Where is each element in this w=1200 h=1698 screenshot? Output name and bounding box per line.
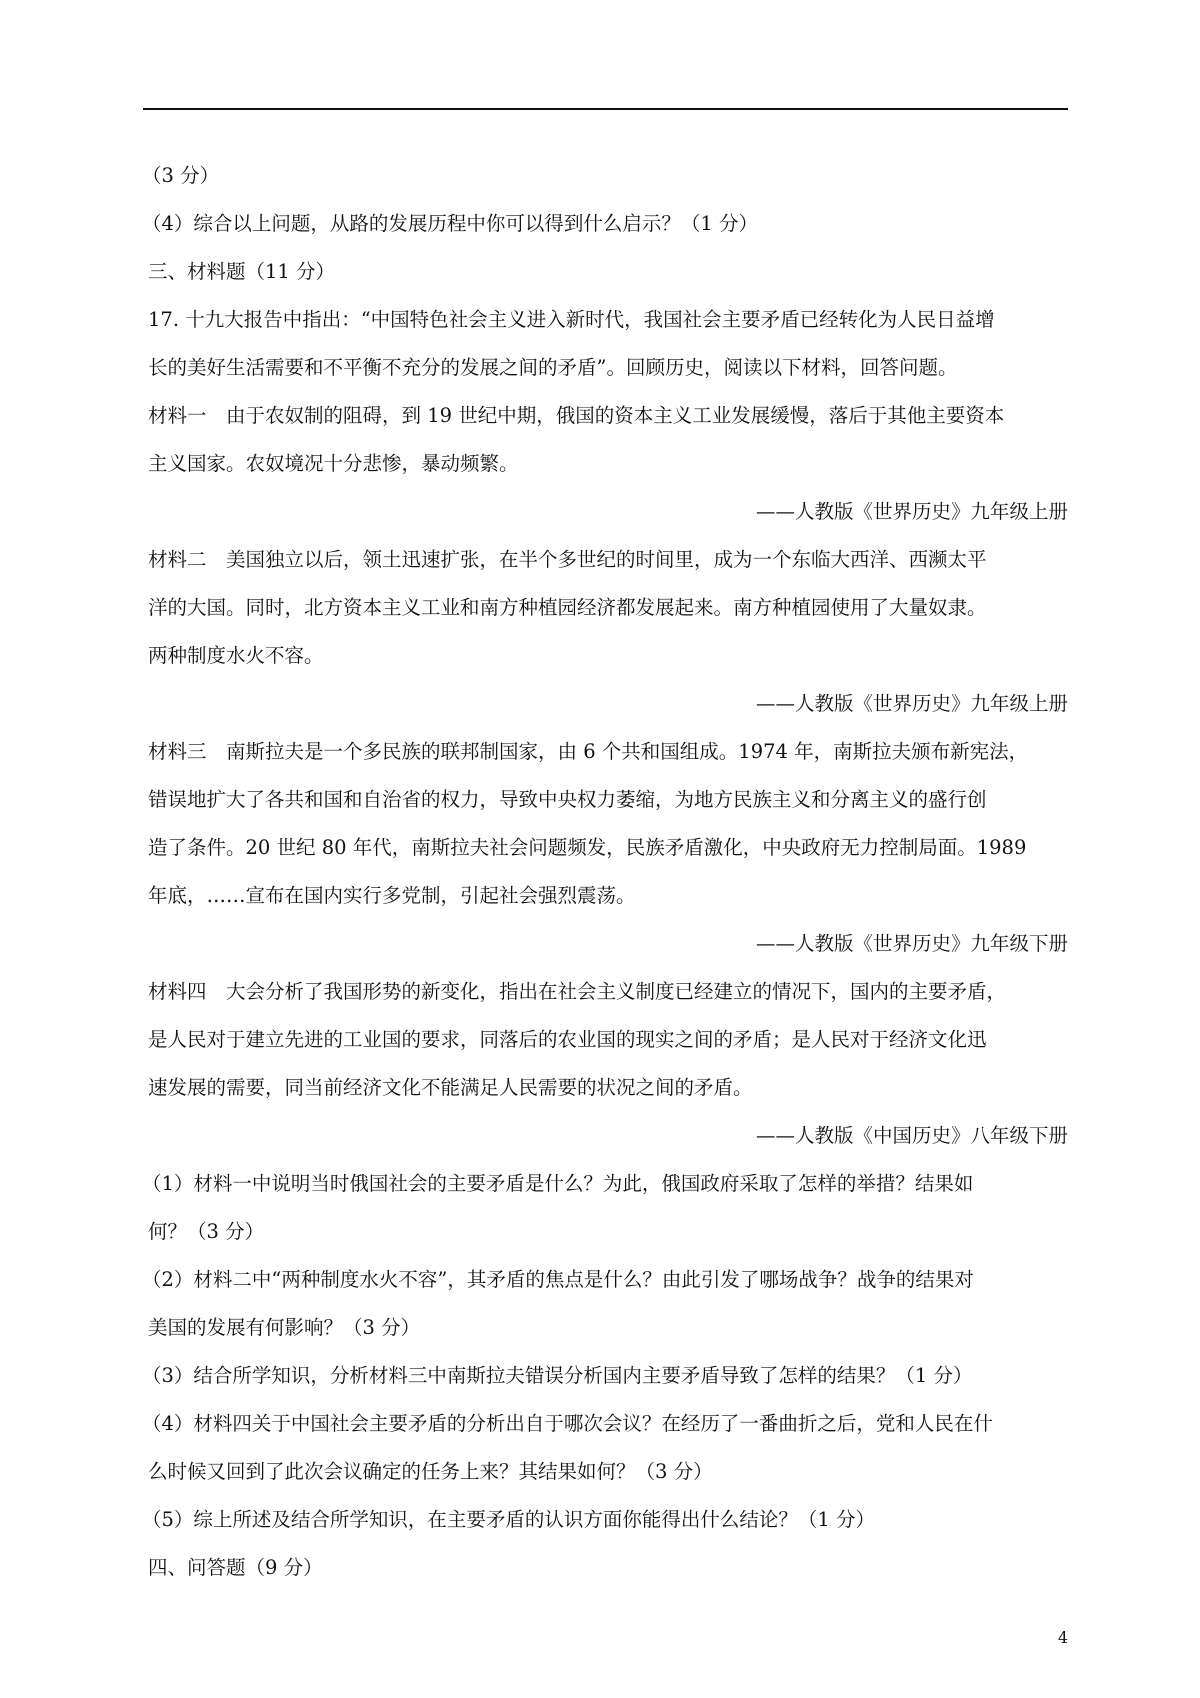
- material-1-source: ——人教版《世界历史》九年级上册: [755, 500, 1068, 523]
- sub-question-1-line-1: （1）材料一中说明当时俄国社会的主要矛盾是什么？为此，俄国政府采取了怎样的举措？结果如: [142, 1172, 974, 1195]
- material-2-line-2: 洋的大国。同时，北方资本主义工业和南方种植园经济都发展起来。南方种植园使用了大量奴隶。: [148, 596, 987, 619]
- material-4-source: ——人教版《中国历史》八年级下册: [755, 1124, 1068, 1147]
- material-2-line-3: 两种制度水火不容。: [148, 644, 324, 667]
- material-3-line-3: 造了条件。20 世纪 80 年代，南斯拉夫社会问题频发，民族矛盾激化，中央政府无力控制局面。1989: [148, 836, 1027, 859]
- sub-question-3: （3）结合所学知识，分析材料三中南斯拉夫错误分析国内主要矛盾导致了怎样的结果？（1 分）: [142, 1364, 973, 1387]
- sub-question-1-line-2: 何？（3 分）: [148, 1220, 265, 1243]
- header-rule: [143, 108, 1068, 110]
- text-line: （3 分）: [142, 164, 220, 187]
- section-heading-qa: 四、问答题（9 分）: [148, 1556, 323, 1579]
- material-1-line-2: 主义国家。农奴境况十分悲惨，暴动频繁。: [148, 452, 519, 475]
- material-3-source: ——人教版《世界历史》九年级下册: [755, 932, 1068, 955]
- page-number: 4: [1057, 1628, 1068, 1647]
- material-4-line-1: 材料四 大会分析了我国形势的新变化，指出在社会主义制度已经建立的情况下，国内的主要矛盾，: [148, 980, 1007, 1003]
- sub-question-4-line-1: （4）材料四关于中国社会主要矛盾的分析出自于哪次会议？在经历了一番曲折之后，党和人民在什: [142, 1412, 993, 1435]
- material-3-line-1: 材料三 南斯拉夫是一个多民族的联邦制国家，由 6 个共和国组成。1974 年，南斯拉夫颁布新宪法，: [148, 740, 1029, 763]
- question-4: （4）综合以上问题，从路的发展历程中你可以得到什么启示？（1 分）: [142, 212, 759, 235]
- material-4-line-2: 是人民对于建立先进的工业国的要求，同落后的农业国的现实之间的矛盾；是人民对于经济文化迅: [148, 1028, 987, 1051]
- sub-question-4-line-2: 么时候又回到了此次会议确定的任务上来？其结果如何？（3 分）: [148, 1460, 713, 1483]
- sub-question-2-line-2: 美国的发展有何影响？（3 分）: [148, 1316, 421, 1339]
- material-3-line-4: 年底，……宣布在国内实行多党制，引起社会强烈震荡。: [148, 884, 636, 907]
- material-1-line-1: 材料一 由于农奴制的阻碍，到 19 世纪中期，俄国的资本主义工业发展缓慢，落后于其他主要资本: [148, 404, 1005, 427]
- question-17-line-2: 长的美好生活需要和不平衡不充分的发展之间的矛盾”。回顾历史，阅读以下材料，回答问题。: [148, 356, 958, 379]
- sub-question-5: （5）综上所述及结合所学知识，在主要矛盾的认识方面你能得出什么结论？（1 分）: [142, 1508, 876, 1531]
- question-17-line-1: 17. 十九大报告中指出：“中国特色社会主义进入新时代，我国社会主要矛盾已经转化为人民日益增: [148, 308, 995, 331]
- material-2-source: ——人教版《世界历史》九年级上册: [755, 692, 1068, 715]
- material-4-line-3: 速发展的需要，同当前经济文化不能满足人民需要的状况之间的矛盾。: [148, 1076, 753, 1099]
- material-3-line-2: 错误地扩大了各共和国和自治省的权力，导致中央权力萎缩，为地方民族主义和分离主义的盛行创: [148, 788, 987, 811]
- material-2-line-1: 材料二 美国独立以后，领土迅速扩张，在半个多世纪的时间里，成为一个东临大西洋、西濒太平: [148, 548, 987, 571]
- sub-question-2-line-1: （2）材料二中“两种制度水火不容”，其矛盾的焦点是什么？由此引发了哪场战争？战争的结果对: [142, 1268, 974, 1291]
- section-heading-material: 三、材料题（11 分）: [148, 260, 336, 283]
- document-body: [142, 152, 1068, 1592]
